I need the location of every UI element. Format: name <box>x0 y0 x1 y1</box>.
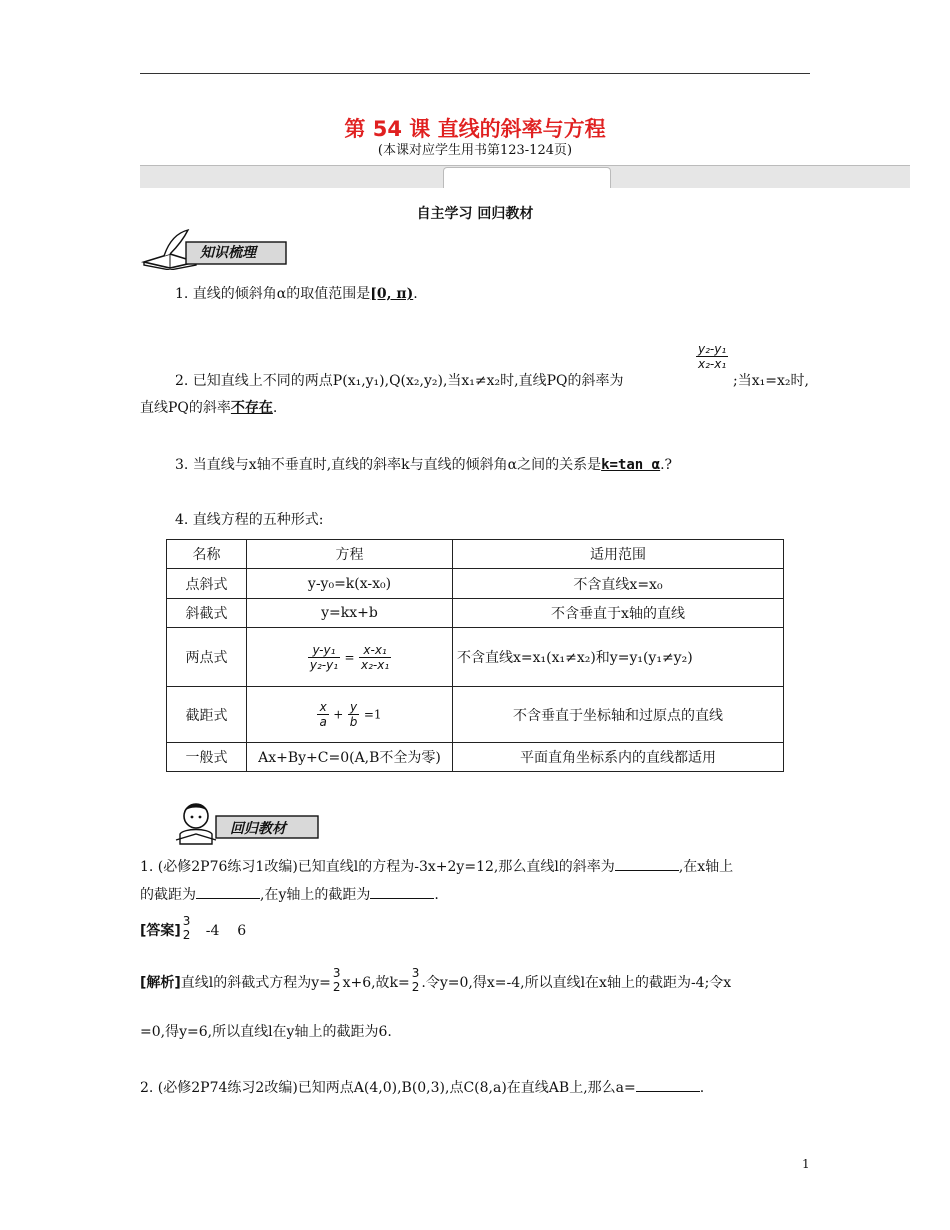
answer-blank <box>370 884 434 899</box>
knowledge-item-2: 2. 已知直线上不同的两点P(x₁,y₁),Q(x₂,y₂),当x₁≠x₂时,直线PQ的斜率为 <box>175 373 624 389</box>
intercept-equation: $\frac{x}{a}$ + $\frac{y}{b}$ =1 <box>247 687 453 743</box>
knowledge-badge-label: 知识梳理 <box>200 245 256 261</box>
problem-1-line2: 的截距为 ,在y轴上的截距为 . <box>140 884 820 906</box>
table-row: 两点式 $\frac{\text{y-y₁}}{\text{y₂-y₁}}$ = $\frac{\text{x-x₁}}{\text{x₂-x₁}}$ 不含直线x=x₁(x₁≠x₂)和y=y₁(y₁≠y₂) <box>167 628 784 687</box>
two-point-equation: $\frac{\text{y-y₁}}{\text{y₂-y₁}}$ = $\frac{\text{x-x₁}}{\text{x₂-x₁}}$ <box>247 628 453 687</box>
section-heading: 自主学习 回归教材 <box>416 206 534 222</box>
answer-blank <box>615 856 679 871</box>
answer-blank <box>196 884 260 899</box>
analysis-label: [解析] <box>140 975 181 991</box>
table-header: 方程 <box>247 540 453 569</box>
table-row: 斜截式 y=kx+b 不含垂直于x轴的直线 <box>167 599 784 628</box>
analysis-line1: [解析]直线l的斜截式方程为y= 3 2 x+6,故k= 3 2 .令y=0,得x=-4,所以直线l在x轴上的截距为-4;令x <box>140 966 732 994</box>
item3-answer: k=tan α <box>601 457 661 473</box>
answer-blank <box>636 1077 700 1092</box>
item1-answer: [0, π) <box>370 286 414 302</box>
table-row: 点斜式 y-y₀=k(x-x₀) 不含直线x=x₀ <box>167 569 784 599</box>
answer-label: [答案] <box>140 923 181 939</box>
knowledge-item-1: 1. 直线的倾斜角α的取值范围是[0, π). <box>175 286 418 302</box>
item2-tail: ;当x₁=x₂时, <box>733 373 809 389</box>
line-forms-table <box>166 539 784 772</box>
knowledge-item-3: 3. 当直线与x轴不垂直时,直线的斜率k与直线的倾斜角α之间的关系是k=tan α.? <box>175 457 673 473</box>
header-band-tab <box>443 167 611 188</box>
knowledge-item-2-line2: 直线PQ的斜率不存在. <box>140 400 278 416</box>
page-number: 1 <box>802 1157 810 1171</box>
table-header-row <box>167 540 784 569</box>
table-header: 名称 <box>167 540 247 569</box>
slope-fraction <box>696 342 728 371</box>
textbook-badge-label: 回归教材 <box>230 821 286 837</box>
problem-2: 2. (必修2P74练习2改编)已知两点A(4,0),B(0,3),点C(8,a)在直线AB上,那么a= . <box>140 1077 820 1099</box>
textbook-badge <box>172 800 322 846</box>
page-title: 第 54 课 直线的斜率与方程 <box>344 117 606 141</box>
slope-den: x₂-x₁ <box>698 357 727 371</box>
problem-1-line1: 1. (必修2P76练习1改编)已知直线l的方程为-3x+2y=12,那么直线l的斜率为 ,在x轴上 <box>140 856 820 878</box>
answer-line: [答案] 3 2 -4 6 <box>140 914 247 942</box>
analysis-line2: =0,得y=6,所以直线l在y轴上的截距为6. <box>140 1024 392 1040</box>
page-subtitle: (本课对应学生用书第123-124页) <box>377 143 573 158</box>
item1-text: 1. 直线的倾斜角α的取值范围是 <box>175 286 371 302</box>
slope-num: y₂-y₁ <box>698 342 727 356</box>
top-rule <box>140 73 810 74</box>
knowledge-item-4: 4. 直线方程的五种形式: <box>175 512 324 528</box>
table-header: 适用范围 <box>453 540 784 569</box>
table-row: 一般式 Ax+By+C=0(A,B不全为零) 平面直角坐标系内的直线都适用 <box>167 743 784 772</box>
item2-answer: 不存在 <box>230 400 273 416</box>
table-row: 截距式 $\frac{x}{a}$ + $\frac{y}{b}$ =1 不含垂直于坐标轴和过原点的直线 <box>167 687 784 743</box>
knowledge-badge <box>140 228 290 270</box>
